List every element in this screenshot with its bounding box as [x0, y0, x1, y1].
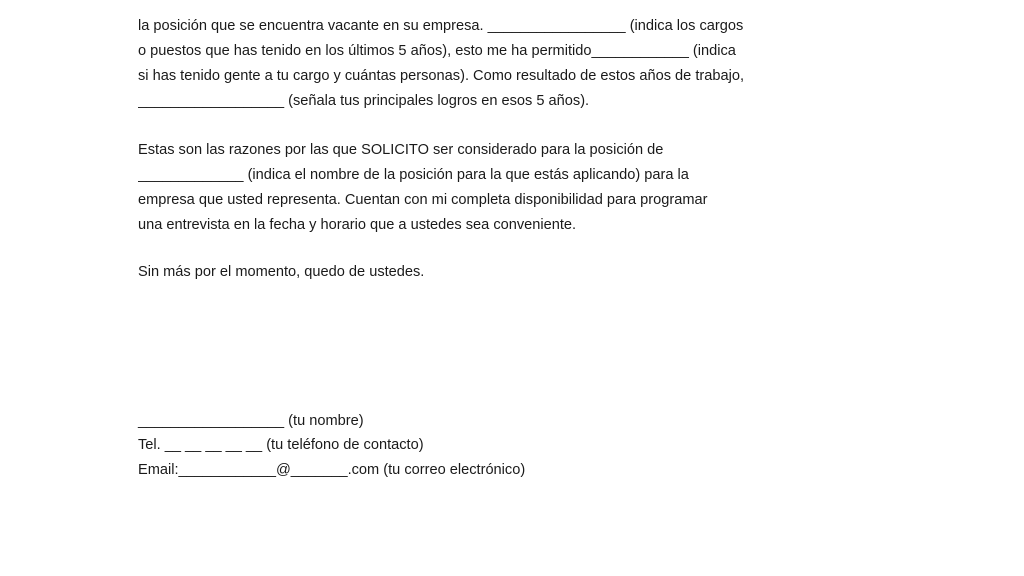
paragraph-line: empresa que usted representa. Cuentan con mi completa disponibilidad para programar: [138, 192, 708, 208]
paragraph-line: si has tenido gente a tu cargo y cuántas personas). Como resultado de estos años de trabajo,: [138, 68, 745, 84]
paragraph-line: una entrevista en la fecha y horario que a ustedes sea conveniente.: [138, 217, 577, 233]
paragraph-line: Estas son las razones por las que SOLICITO ser considerado para la posición de: [138, 142, 664, 158]
signature-phone: Tel. __ __ __ __ __ (tu teléfono de contacto): [138, 437, 424, 453]
experience-paragraph: [138, 0, 884, 114]
paragraph-line: _____________ (indica el nombre de la posición para la que estás aplicando) para la: [138, 167, 689, 183]
paragraph-line: o puestos que has tenido en los últimos 5 años), esto me ha permitido____________ (indica: [138, 43, 736, 59]
signature-email: Email:____________@_______.com (tu correo electrónico): [138, 462, 526, 478]
paragraph-line: la posición que se encuentra vacante en su empresa. _________________ (indica los cargos: [138, 18, 744, 34]
signature-name: __________________ (tu nombre): [138, 413, 364, 429]
closing-line: Sin más por el momento, quedo de ustedes.: [138, 264, 425, 280]
paragraph-line: __________________ (señala tus principales logros en esos 5 años).: [138, 93, 590, 109]
request-paragraph: [138, 138, 884, 238]
